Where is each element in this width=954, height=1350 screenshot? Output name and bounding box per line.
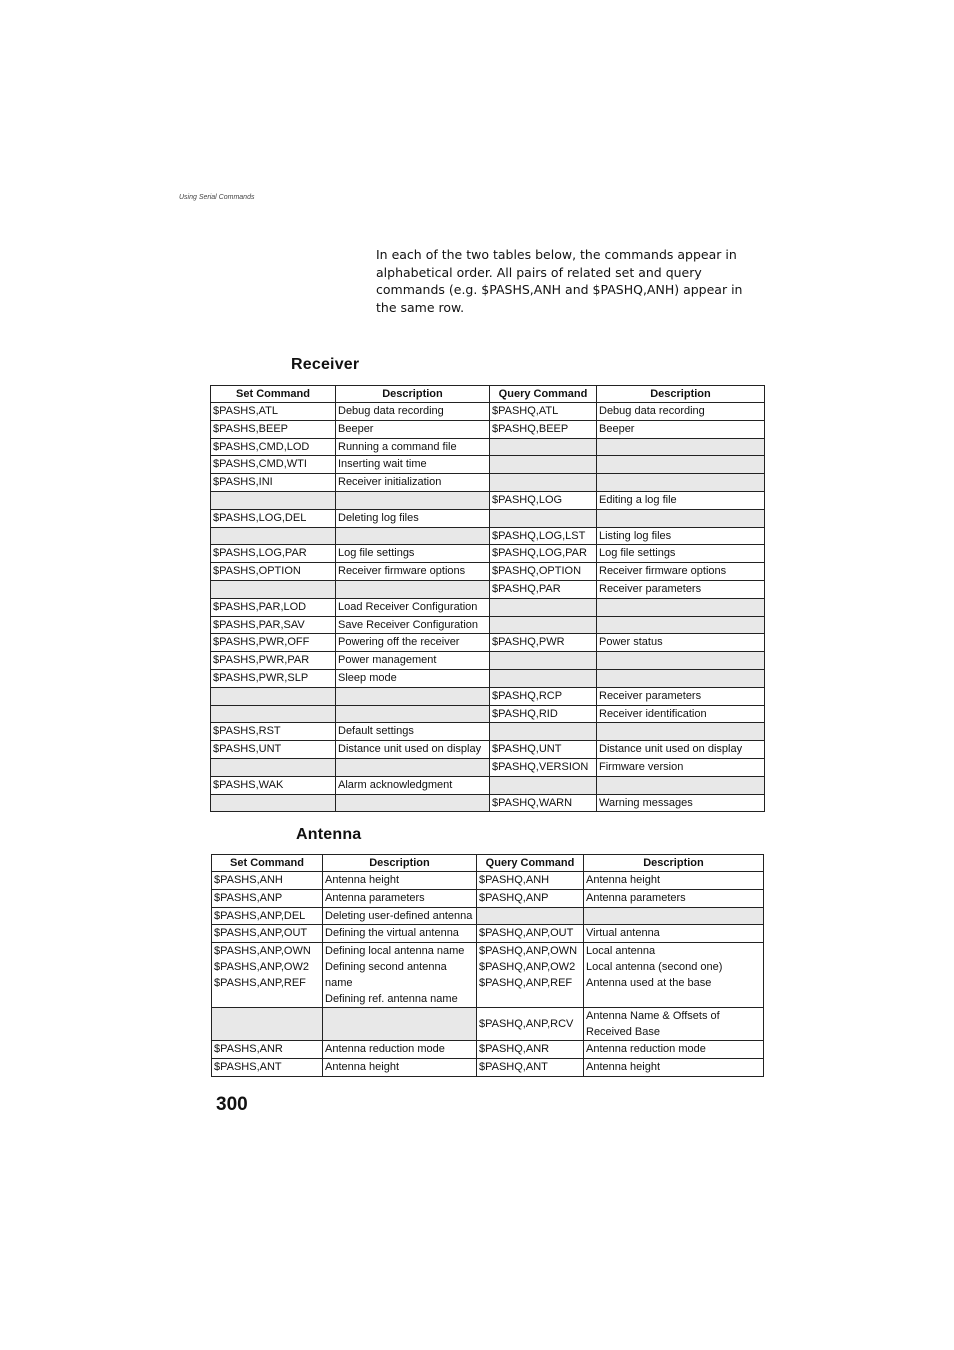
set-description-cell: Distance unit used on display	[336, 741, 490, 759]
query-description-cell: Receiver parameters	[597, 687, 765, 705]
query-description-cell	[584, 943, 764, 1008]
query-description-cell: Debug data recording	[597, 403, 765, 421]
query-description-cell: Receiver identification	[597, 705, 765, 723]
query-command-cell: $PASHQ,OPTION	[490, 563, 597, 581]
query-command-cell: $PASHQ,LOG	[490, 491, 597, 509]
query-description-cell	[597, 652, 765, 670]
cell-line: $PASHS,ANP,OW2	[214, 961, 309, 974]
query-command-cell	[490, 438, 597, 456]
set-command-cell	[211, 687, 336, 705]
table-row	[212, 907, 764, 925]
header-description: Description	[323, 855, 477, 872]
set-command-cell	[211, 491, 336, 509]
query-description-cell	[597, 723, 765, 741]
cell-line: $PASHS,ANP	[214, 891, 283, 904]
query-description-cell: Warning messages	[597, 794, 765, 812]
set-command-cell: $PASHS,UNT	[211, 741, 336, 759]
set-description-cell	[336, 687, 490, 705]
table-row	[211, 438, 765, 456]
set-description-cell: Sleep mode	[336, 669, 490, 687]
cell-line: Antenna parameters	[586, 891, 686, 904]
set-command-cell	[212, 872, 323, 890]
set-command-cell: $PASHS,PWR,SLP	[211, 669, 336, 687]
query-description-cell	[584, 889, 764, 907]
query-description-cell	[597, 438, 765, 456]
query-description-cell	[597, 598, 765, 616]
query-command-cell: $PASHQ,PWR	[490, 634, 597, 652]
query-description-cell	[584, 907, 764, 925]
query-description-cell: Distance unit used on display	[597, 741, 765, 759]
table-row	[211, 509, 765, 527]
query-description-cell	[597, 509, 765, 527]
set-description-cell: Save Receiver Configuration	[336, 616, 490, 634]
query-description-cell: Firmware version	[597, 758, 765, 776]
antenna-commands-table	[211, 854, 764, 1077]
set-command-cell: $PASHS,RST	[211, 723, 336, 741]
set-command-cell: $PASHS,LOG,DEL	[211, 509, 336, 527]
query-description-cell: Editing a log file	[597, 491, 765, 509]
set-description-cell	[323, 1058, 477, 1076]
cell-line: $PASHS,ANR	[214, 1043, 283, 1056]
set-description-cell: Powering off the receiver	[336, 634, 490, 652]
query-description-cell: Listing log files	[597, 527, 765, 545]
query-command-cell	[490, 474, 597, 492]
cell-line: $PASHQ,ANP,OW2	[479, 961, 576, 974]
set-description-cell	[323, 1008, 477, 1041]
table-row	[211, 491, 765, 509]
set-command-cell	[212, 889, 323, 907]
cell-line: Antenna height	[325, 874, 400, 886]
table-row	[211, 545, 765, 563]
set-command-cell	[212, 925, 323, 943]
table-row	[211, 456, 765, 474]
set-description-cell	[323, 943, 477, 1008]
query-command-cell: $PASHQ,ATL	[490, 403, 597, 421]
query-command-cell	[490, 456, 597, 474]
header-query-command: Query Command	[477, 855, 584, 872]
query-description-cell	[584, 1058, 764, 1076]
set-description-cell: Running a command file	[336, 438, 490, 456]
cell-line: Local antenna	[586, 945, 656, 958]
table-row	[211, 687, 765, 705]
header-description: Description	[597, 386, 765, 403]
set-description-cell: Deleting log files	[336, 509, 490, 527]
query-command-cell	[477, 1058, 584, 1076]
query-command-cell: $PASHQ,UNT	[490, 741, 597, 759]
set-description-cell	[323, 889, 477, 907]
query-description-cell	[584, 872, 764, 890]
set-description-cell: Inserting wait time	[336, 456, 490, 474]
table-row	[211, 580, 765, 598]
set-description-cell: Beeper	[336, 420, 490, 438]
set-command-cell	[212, 1041, 323, 1059]
set-command-cell: $PASHS,WAK	[211, 776, 336, 794]
set-command-cell	[211, 705, 336, 723]
table-row	[212, 1058, 764, 1076]
table-header-row	[212, 855, 764, 872]
table-row	[211, 403, 765, 421]
cell-line: Antenna height	[586, 874, 661, 886]
cell-line: Virtual antenna	[586, 927, 660, 940]
query-command-cell	[490, 776, 597, 794]
set-command-cell: $PASHS,BEEP	[211, 420, 336, 438]
table-row	[211, 563, 765, 581]
cell-line: Antenna parameters	[325, 891, 425, 904]
query-command-cell	[490, 616, 597, 634]
set-command-cell	[212, 1008, 323, 1041]
query-command-cell	[490, 509, 597, 527]
query-command-cell	[490, 652, 597, 670]
running-head: Using Serial Commands	[179, 194, 255, 201]
query-description-cell: Log file settings	[597, 545, 765, 563]
cell-line: Antenna height	[586, 1060, 661, 1073]
query-command-cell	[490, 598, 597, 616]
antenna-section-title: Antenna	[296, 826, 362, 843]
query-command-cell: $PASHQ,LOG,LST	[490, 527, 597, 545]
set-command-cell	[212, 907, 323, 925]
query-command-cell: $PASHQ,BEEP	[490, 420, 597, 438]
query-command-cell: $PASHQ,WARN	[490, 794, 597, 812]
page-number: 300	[216, 1094, 248, 1115]
cell-line: Defining ref. antenna name	[325, 993, 458, 1006]
query-command-cell	[477, 1008, 584, 1041]
table-row	[212, 1041, 764, 1059]
query-description-cell	[597, 616, 765, 634]
table-row	[211, 420, 765, 438]
query-description-cell	[584, 1041, 764, 1059]
query-command-cell	[477, 872, 584, 890]
query-description-cell	[597, 474, 765, 492]
cell-line: Antenna reduction mode	[325, 1043, 445, 1056]
cell-line: $PASHS,ANP,REF	[214, 977, 306, 990]
cell-line: Defining second antenna name	[325, 961, 447, 990]
set-description-cell	[336, 758, 490, 776]
cell-line: $PASHQ,ANP,OUT	[479, 927, 574, 940]
query-command-cell: $PASHQ,RCP	[490, 687, 597, 705]
table-row	[211, 794, 765, 812]
set-command-cell	[211, 794, 336, 812]
set-description-cell: Alarm acknowledgment	[336, 776, 490, 794]
query-description-cell: Beeper	[597, 420, 765, 438]
set-command-cell	[211, 758, 336, 776]
set-description-cell	[323, 907, 477, 925]
cell-line: $PASHQ,ANR	[479, 1043, 550, 1056]
set-command-cell: $PASHS,CMD,WTI	[211, 456, 336, 474]
set-description-cell: Receiver firmware options	[336, 563, 490, 581]
set-command-cell: $PASHS,PWR,OFF	[211, 634, 336, 652]
cell-line: $PASHS,ANP,OUT	[214, 927, 308, 940]
set-description-cell: Default settings	[336, 723, 490, 741]
query-command-cell	[477, 925, 584, 943]
set-description-cell: Load Receiver Configuration	[336, 598, 490, 616]
set-command-cell: $PASHS,OPTION	[211, 563, 336, 581]
set-command-cell	[212, 1058, 323, 1076]
set-command-cell	[211, 580, 336, 598]
table-row	[211, 776, 765, 794]
query-command-cell: $PASHQ,LOG,PAR	[490, 545, 597, 563]
query-description-cell	[584, 925, 764, 943]
table-row	[211, 741, 765, 759]
set-description-cell	[323, 1041, 477, 1059]
table-row	[211, 723, 765, 741]
query-command-cell: $PASHQ,RID	[490, 705, 597, 723]
query-command-cell: $PASHQ,VERSION	[490, 758, 597, 776]
set-command-cell: $PASHS,PWR,PAR	[211, 652, 336, 670]
set-description-cell	[323, 925, 477, 943]
cell-line: $PASHS,ANP,DEL	[214, 909, 306, 922]
set-command-cell: $PASHS,PAR,SAV	[211, 616, 336, 634]
cell-line: $PASHS,ANH	[214, 874, 283, 886]
cell-line: Antenna height	[325, 1060, 400, 1073]
query-description-cell	[584, 1008, 764, 1041]
set-description-cell	[323, 872, 477, 890]
cell-line: $PASHQ,ANH	[479, 874, 550, 886]
set-command-cell: $PASHS,INI	[211, 474, 336, 492]
cell-line: Defining local antenna name	[325, 945, 465, 958]
cell-line: $PASHQ,ANP,OWN	[479, 945, 578, 958]
receiver-table-body	[211, 403, 765, 812]
cell-line: $PASHS,ANP,OWN	[214, 945, 311, 958]
set-description-cell	[336, 705, 490, 723]
set-description-cell: Debug data recording	[336, 403, 490, 421]
table-row	[212, 925, 764, 943]
set-command-cell	[211, 527, 336, 545]
set-description-cell: Receiver initialization	[336, 474, 490, 492]
cell-line: Defining the virtual antenna	[325, 927, 459, 940]
set-description-cell: Power management	[336, 652, 490, 670]
cell-line: $PASHQ,ANT	[479, 1060, 548, 1073]
query-command-cell	[477, 889, 584, 907]
cell-line: Local antenna (second one)	[586, 961, 723, 974]
set-description-cell: Log file settings	[336, 545, 490, 563]
cell-line: Antenna Name & Offsets of	[586, 1010, 720, 1023]
cell-line: Antenna used at the base	[586, 977, 712, 990]
set-description-cell	[336, 527, 490, 545]
table-row	[211, 598, 765, 616]
table-header-row	[211, 386, 765, 403]
table-row	[212, 943, 764, 1008]
intro-paragraph: In each of the two tables below, the commands appear in alphabetical order. All pairs of related set and query commands (e.g. $PASHS,ANH and $PASHQ,ANH) appear in the same row.	[376, 247, 743, 315]
cell-line: Deleting user-defined antenna	[325, 909, 473, 922]
table-row	[212, 872, 764, 890]
cell-line: Received Base	[586, 1026, 660, 1039]
query-description-cell	[597, 776, 765, 794]
set-command-cell	[212, 943, 323, 1008]
query-command-cell	[477, 1041, 584, 1059]
table-row	[211, 758, 765, 776]
cell-line: $PASHQ,ANP,RCV	[479, 1018, 574, 1031]
table-row	[212, 1008, 764, 1041]
query-command-cell	[477, 943, 584, 1008]
receiver-section-title: Receiver	[291, 356, 360, 373]
header-set-command: Set Command	[211, 386, 336, 403]
set-description-cell	[336, 794, 490, 812]
cell-line: Antenna reduction mode	[586, 1043, 706, 1056]
table-row	[211, 527, 765, 545]
query-command-cell	[490, 669, 597, 687]
query-description-cell: Power status	[597, 634, 765, 652]
header-description: Description	[584, 855, 764, 872]
query-description-cell	[597, 456, 765, 474]
query-command-cell	[477, 907, 584, 925]
table-row	[211, 669, 765, 687]
antenna-table-body	[212, 872, 764, 1077]
header-query-command: Query Command	[490, 386, 597, 403]
set-description-cell	[336, 580, 490, 598]
cell-line: $PASHQ,ANP,REF	[479, 977, 573, 990]
cell-line: $PASHQ,ANP	[479, 891, 549, 904]
set-description-cell	[336, 491, 490, 509]
table-row	[212, 889, 764, 907]
set-command-cell: $PASHS,LOG,PAR	[211, 545, 336, 563]
table-row	[211, 474, 765, 492]
query-command-cell	[490, 723, 597, 741]
set-command-cell: $PASHS,PAR,LOD	[211, 598, 336, 616]
header-description: Description	[336, 386, 490, 403]
header-set-command: Set Command	[212, 855, 323, 872]
query-description-cell: Receiver parameters	[597, 580, 765, 598]
table-row	[211, 652, 765, 670]
set-command-cell: $PASHS,CMD,LOD	[211, 438, 336, 456]
query-command-cell: $PASHQ,PAR	[490, 580, 597, 598]
query-description-cell: Receiver firmware options	[597, 563, 765, 581]
receiver-commands-table	[210, 385, 765, 812]
table-row	[211, 616, 765, 634]
query-description-cell	[597, 669, 765, 687]
table-row	[211, 705, 765, 723]
set-command-cell: $PASHS,ATL	[211, 403, 336, 421]
cell-line: $PASHS,ANT	[214, 1060, 282, 1073]
table-row	[211, 634, 765, 652]
